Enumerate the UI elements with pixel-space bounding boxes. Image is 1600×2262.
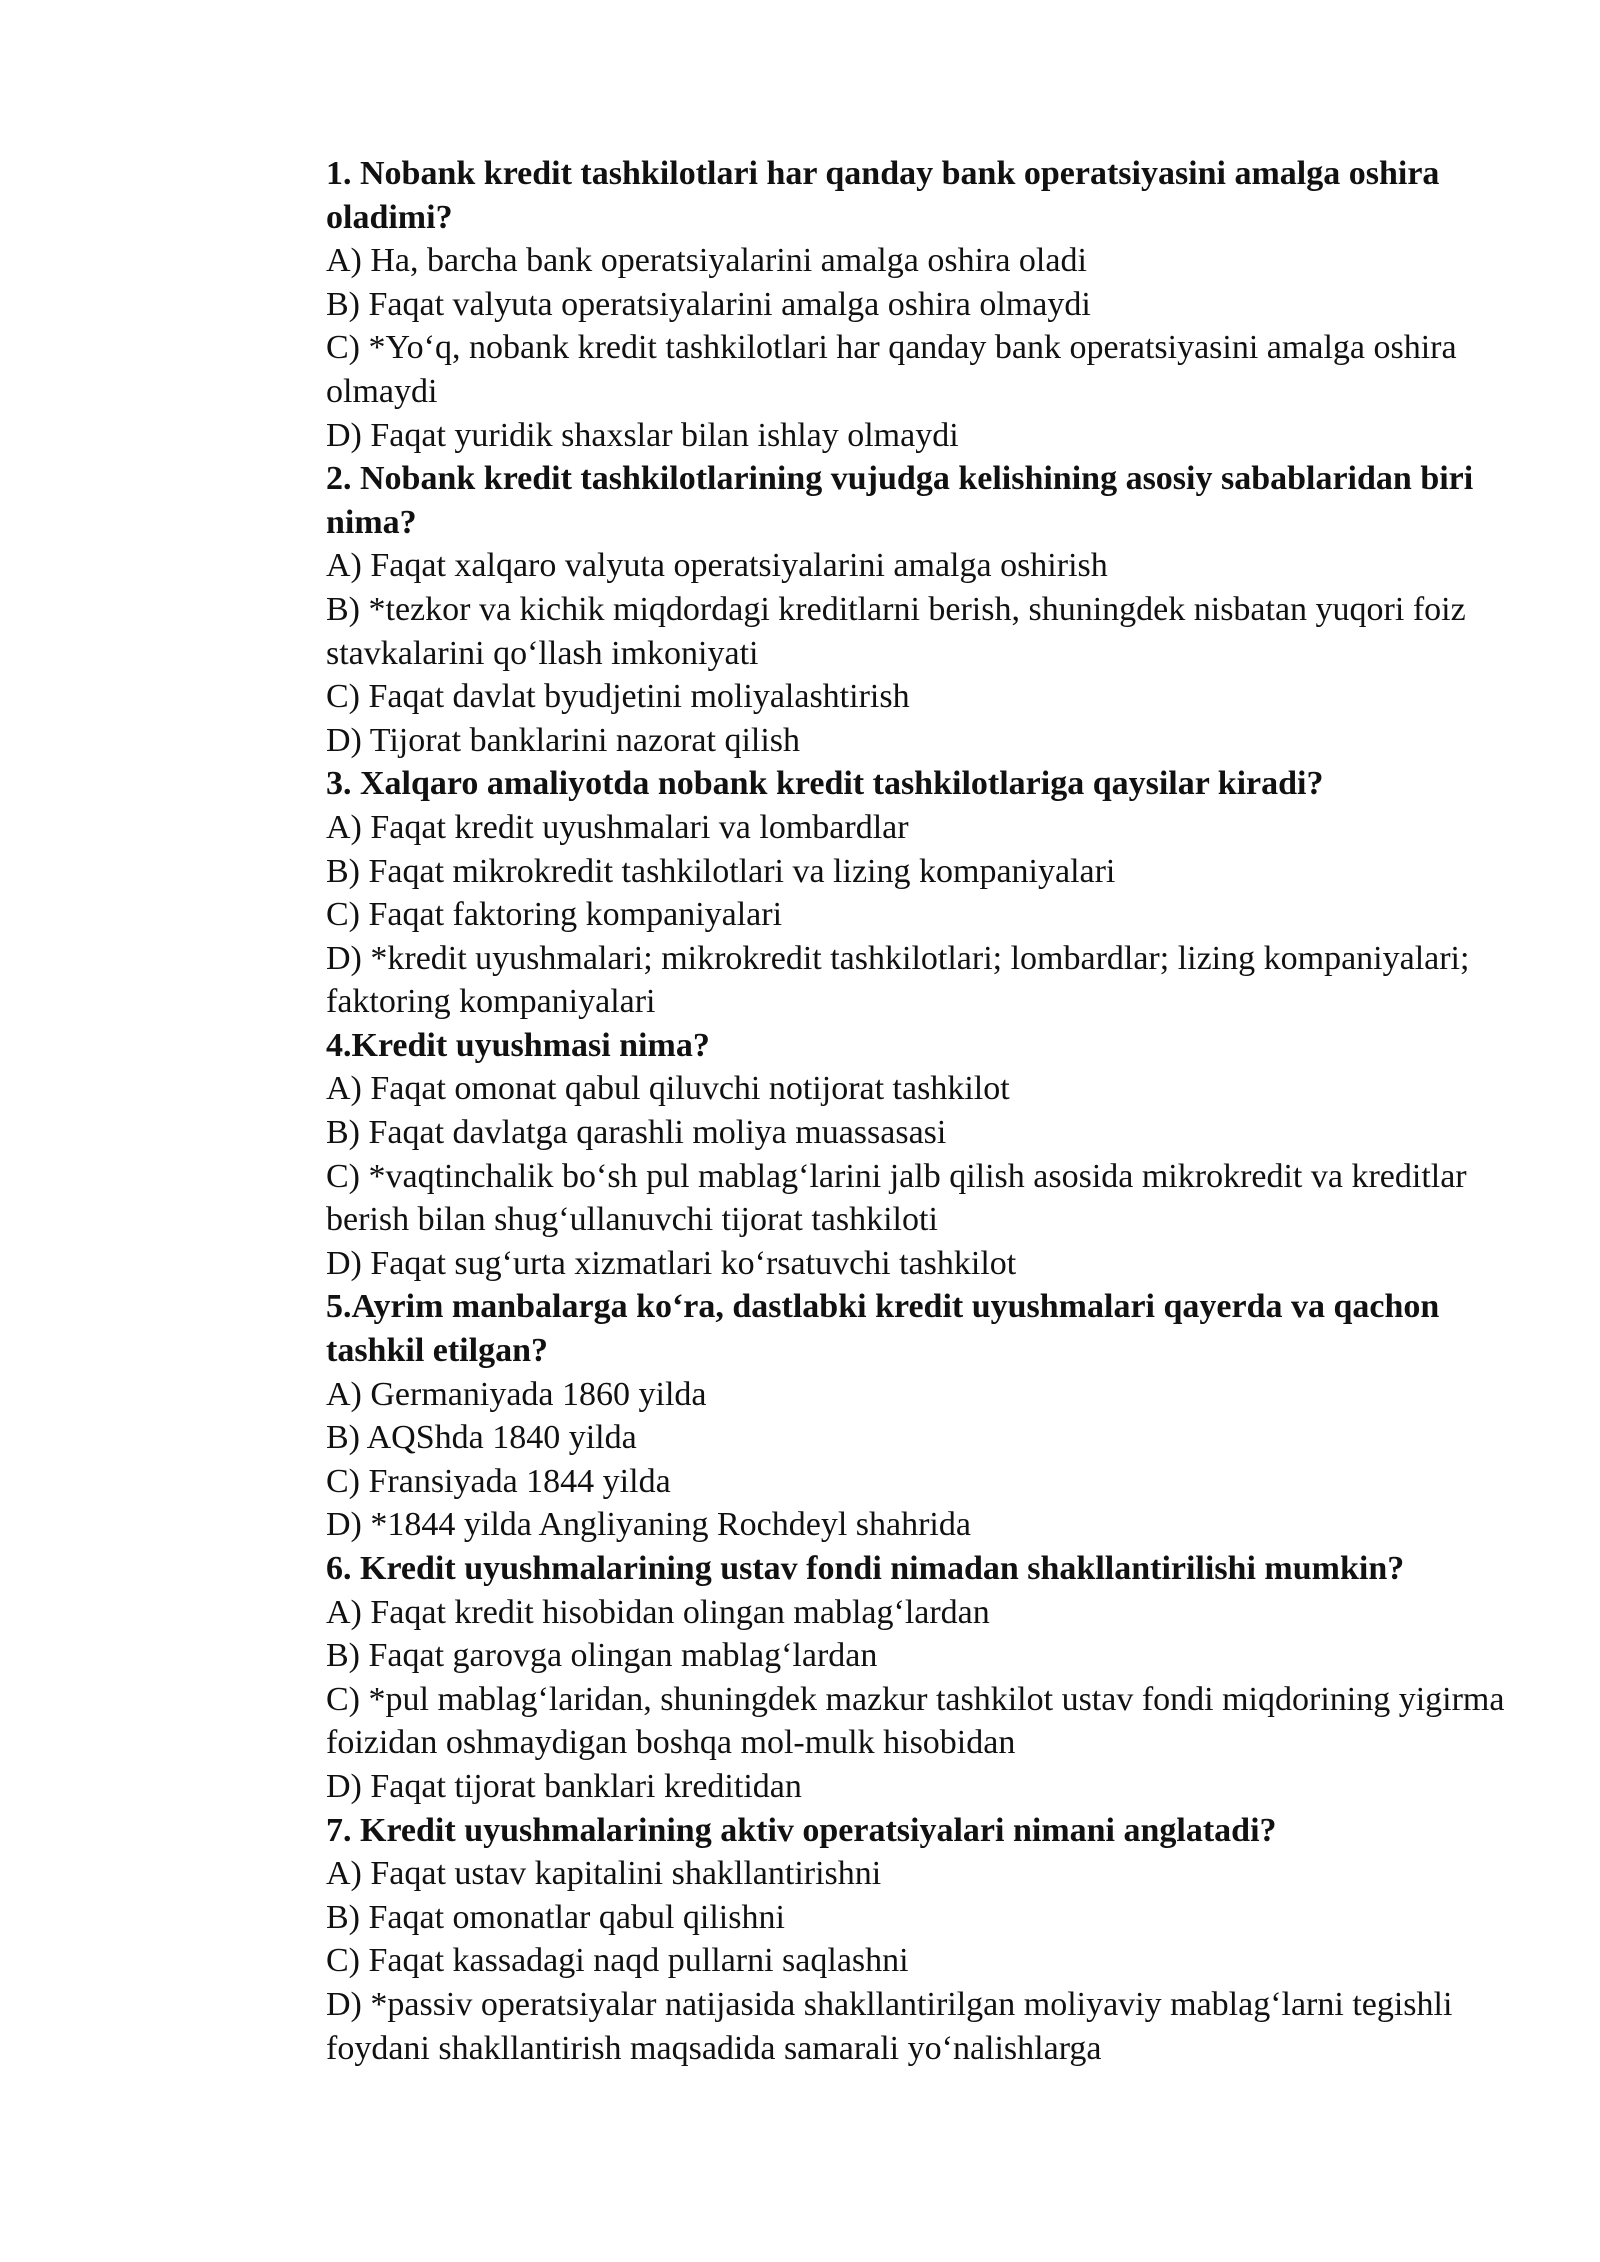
- document-page: [326, 152, 1516, 2070]
- option-a: A) Faqat xalqaro valyuta operatsiyalarini amalga oshirish: [326, 547, 1108, 585]
- option-b: B) Faqat omonatlar qabul qilishni: [326, 1898, 785, 1936]
- option-d: D) Faqat yuridik shaxslar bilan ishlay olmaydi: [326, 416, 959, 454]
- question-block-7: [326, 1809, 1516, 2071]
- option-c: C) Faqat kassadagi naqd pullarni saqlashni: [326, 1942, 909, 1980]
- option-a: A) Faqat kredit uyushmalari va lombardlar: [326, 808, 909, 846]
- question-text: 3. Xalqaro amaliyotda nobank kredit tashkilotlariga qaysilar kiradi?: [326, 765, 1324, 803]
- option-d: D) *kredit uyushmalari; mikrokredit tashkilotlari; lombardlar; lizing kompaniyalari; faktoring kompaniyalari: [326, 939, 1470, 1021]
- option-a: A) Ha, barcha bank operatsiyalarini amalga oshira oladi: [326, 242, 1087, 280]
- option-b: B) Faqat davlatga qarashli moliya muassasasi: [326, 1114, 947, 1152]
- option-a: A) Faqat omonat qabul qiluvchi notijorat tashkilot: [326, 1070, 1010, 1108]
- option-c: C) Faqat davlat byudjetini moliyalashtirish: [326, 678, 910, 716]
- question-text: 4.Kredit uyushmasi nima?: [326, 1026, 710, 1064]
- question-text: 5.Ayrim manbalarga ko‘ra, dastlabki kredit uyushmalari qayerda va qachon tashkil etilgan?: [326, 1288, 1440, 1370]
- option-b: B) Faqat mikrokredit tashkilotlari va lizing kompaniyalari: [326, 852, 1116, 890]
- option-a: A) Faqat kredit hisobidan olingan mablag‘lardan: [326, 1593, 990, 1631]
- question-block-1: [326, 152, 1516, 457]
- question-text: 7. Kredit uyushmalarining aktiv operatsiyalari nimani anglatadi?: [326, 1811, 1277, 1849]
- option-c: C) *vaqtinchalik bo‘sh pul mablag‘larini jalb qilish asosida mikrokredit va kreditlar berish bilan shug‘ullanuvchi tijorat tashkiloti: [326, 1157, 1467, 1239]
- option-b: B) *tezkor va kichik miqdordagi kreditlarni berish, shuningdek nisbatan yuqori foiz stavkalarini qo‘llash imkoniyati: [326, 590, 1466, 672]
- option-a: A) Germaniyada 1860 yilda: [326, 1375, 707, 1413]
- option-d: D) Faqat sug‘urta xizmatlari ko‘rsatuvchi tashkilot: [326, 1244, 1017, 1282]
- option-b: B) Faqat garovga olingan mablag‘lardan: [326, 1637, 878, 1675]
- question-block-4: [326, 1024, 1516, 1286]
- option-c: C) Faqat faktoring kompaniyalari: [326, 896, 783, 934]
- option-d: D) *1844 yilda Angliyaning Rochdeyl shahrida: [326, 1506, 971, 1544]
- question-block-6: [326, 1547, 1516, 1809]
- option-a: A) Faqat ustav kapitalini shakllantirishni: [326, 1855, 882, 1893]
- option-b: B) AQShda 1840 yilda: [326, 1419, 637, 1457]
- option-d: D) Faqat tijorat banklari kreditidan: [326, 1767, 802, 1805]
- question-text: 6. Kredit uyushmalarining ustav fondi nimadan shakllantirilishi mumkin?: [326, 1550, 1405, 1587]
- option-d: D) Tijorat banklarini nazorat qilish: [326, 721, 801, 759]
- question-text: 2. Nobank kredit tashkilotlarining vujudga kelishining asosiy sabablaridan biri nima?: [326, 460, 1474, 541]
- option-b: B) Faqat valyuta operatsiyalarini amalga oshira olmaydi: [326, 285, 1091, 323]
- option-c: C) Fransiyada 1844 yilda: [326, 1462, 671, 1500]
- question-block-3: [326, 762, 1516, 1024]
- question-block-5: [326, 1285, 1516, 1547]
- question-text: 1. Nobank kredit tashkilotlari har qanday bank operatsiyasini amalga oshira oladimi?: [326, 155, 1440, 236]
- question-block-2: [326, 457, 1516, 762]
- option-d: D) *passiv operatsiyalar natijasida shakllantirilgan moliyaviy mablag‘larni tegishli foydani shakllantirish maqsadida samarali yo‘nalishlarga: [326, 1985, 1453, 2067]
- option-c: C) *Yo‘q, nobank kredit tashkilotlari har qanday bank operatsiyasini amalga oshira olmaydi: [326, 329, 1457, 410]
- option-c: C) *pul mablag‘laridan, shuningdek mazkur tashkilot ustav fondi miqdorining yigirma foizidan oshmaydigan boshqa mol-mulk hisobidan: [326, 1680, 1505, 1762]
